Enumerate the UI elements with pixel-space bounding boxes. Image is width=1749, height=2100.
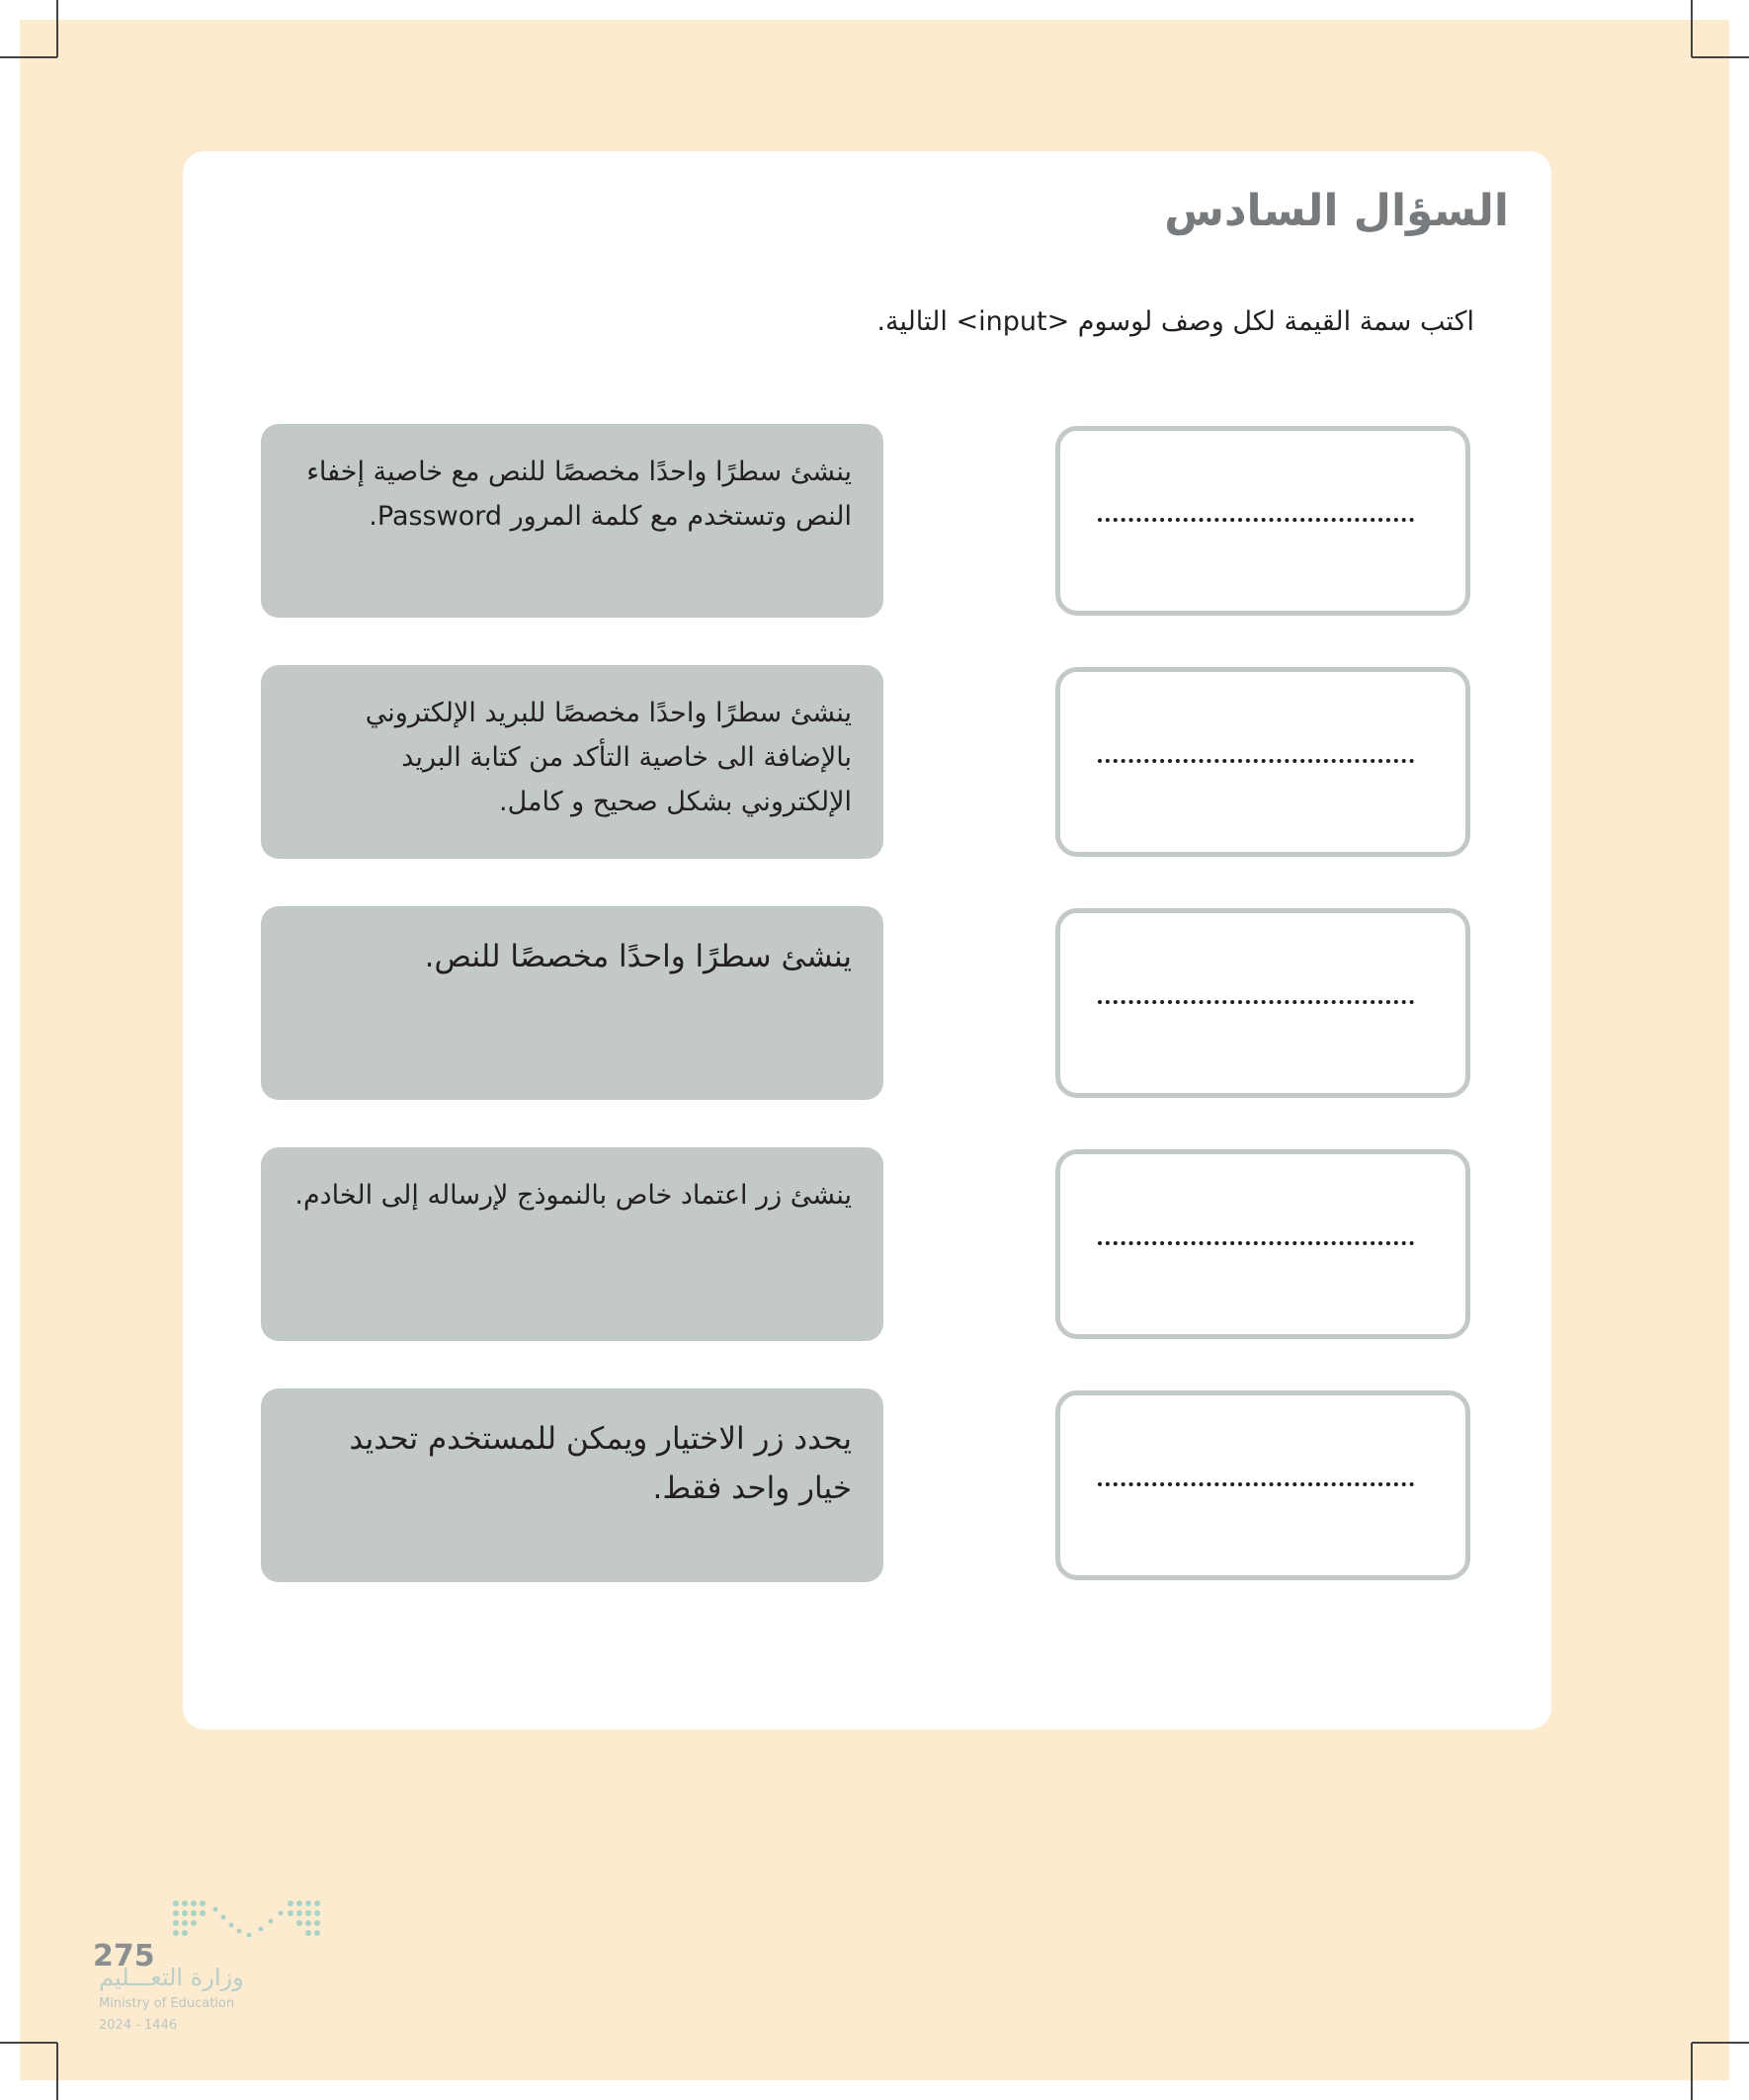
page-number: 275 bbox=[93, 1939, 155, 1974]
description-box: ينشئ زر اعتماد خاص بالنموذج لإرساله إلى الخادم. bbox=[261, 1147, 883, 1341]
crop-mark bbox=[1691, 2043, 1693, 2100]
crop-mark bbox=[0, 56, 57, 58]
question-title: السؤال السادس bbox=[1164, 186, 1509, 236]
crop-mark bbox=[0, 2042, 57, 2044]
answer-box[interactable] bbox=[1055, 667, 1470, 857]
answer-line[interactable] bbox=[1098, 759, 1414, 763]
crop-mark bbox=[1692, 56, 1749, 58]
description-box: يحدد زر الاختيار ويمكن للمستخدم تحديد خيار واحد فقط. bbox=[261, 1388, 883, 1582]
crop-mark bbox=[56, 2043, 58, 2100]
answer-box[interactable] bbox=[1055, 908, 1470, 1098]
answer-line[interactable] bbox=[1098, 518, 1414, 522]
answer-box[interactable] bbox=[1055, 426, 1470, 616]
crop-mark bbox=[56, 0, 58, 57]
answer-line[interactable] bbox=[1098, 1241, 1414, 1245]
description-box: ينشئ سطرًا واحدًا مخصصًا للبريد الإلكتروني بالإضافة الى خاصية التأكد من كتابة البريد الإلكتروني بشكل صحيح و كامل. bbox=[261, 665, 883, 859]
answer-box[interactable] bbox=[1055, 1390, 1470, 1580]
description-box: ينشئ سطرًا واحدًا مخصصًا للنص. bbox=[261, 906, 883, 1100]
ministry-logo-icon bbox=[172, 1899, 322, 1941]
crop-mark bbox=[1692, 2042, 1749, 2044]
answer-box[interactable] bbox=[1055, 1149, 1470, 1339]
answer-line[interactable] bbox=[1098, 1482, 1414, 1486]
description-box: ينشئ سطرًا واحدًا مخصصًا للنص مع خاصية إخفاء النص وتستخدم مع كلمة المرور Password. bbox=[261, 424, 883, 618]
ministry-name-english: Ministry of Education bbox=[99, 1996, 235, 2011]
answer-line[interactable] bbox=[1098, 1000, 1414, 1004]
ministry-name-arabic: وزارة التعـــليم bbox=[99, 1964, 244, 1991]
ministry-year: 2024 - 1446 bbox=[99, 2018, 178, 2033]
crop-mark bbox=[1691, 0, 1693, 57]
instruction-text: اكتب سمة القيمة لكل وصف لوسوم <input> التالية. bbox=[876, 306, 1474, 337]
